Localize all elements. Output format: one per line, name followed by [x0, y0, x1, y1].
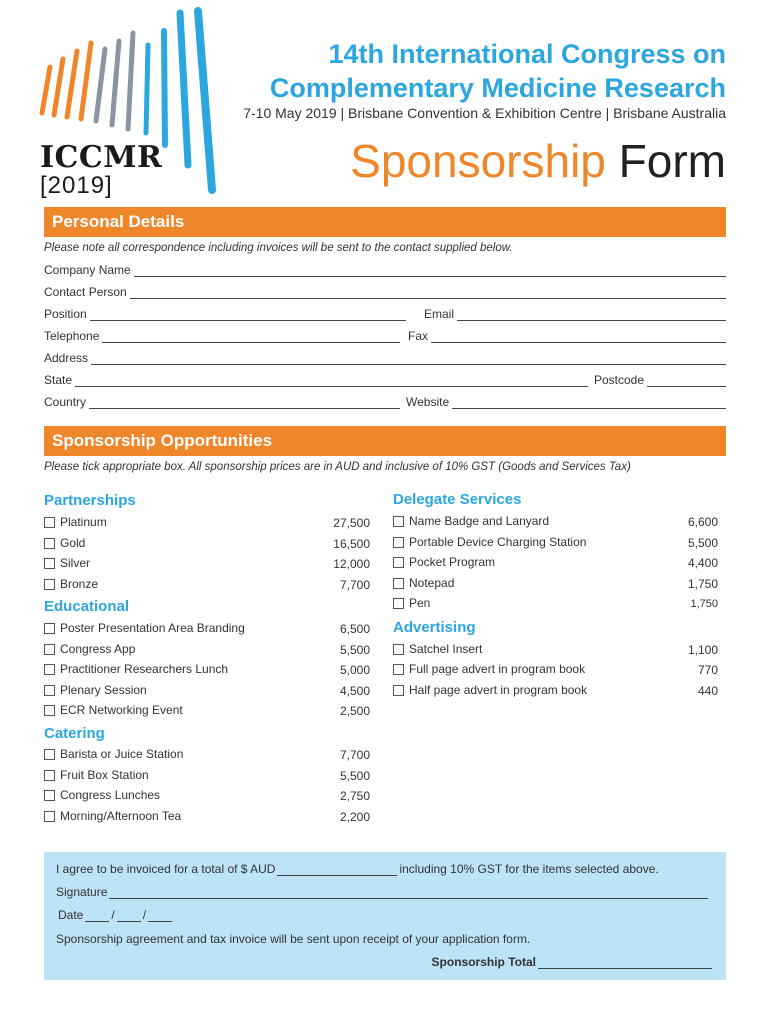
sponsorship-note: Please tick appropriate box. All sponsorship prices are in AUD and inclusive of 10% GST (Goods and Services Tax): [44, 461, 631, 473]
item-price: 6,500: [339, 622, 370, 636]
item-price: 4,400: [687, 556, 718, 570]
contact-person-field[interactable]: [44, 285, 726, 299]
website-field[interactable]: [406, 395, 726, 409]
item-price: 7,700: [339, 748, 370, 762]
item-price: 1,100: [687, 643, 718, 657]
checkbox-ecr-networking[interactable]: [44, 705, 55, 716]
item-price: 770: [697, 663, 718, 677]
item-label: Bronze: [60, 577, 99, 591]
fax-line[interactable]: [431, 331, 726, 343]
sponsorship-total-line[interactable]: [538, 957, 712, 969]
list-item[interactable]: [393, 682, 587, 698]
item-price: 27,500: [333, 516, 370, 530]
item-price: 6,600: [687, 515, 718, 529]
title-line-1: 14th International Congress on: [328, 39, 726, 69]
checkbox-congress-app[interactable]: [44, 644, 55, 655]
item-label: Fruit Box Station: [60, 768, 149, 782]
list-item[interactable]: [44, 576, 98, 592]
item-label: Congress App: [60, 642, 136, 656]
checkbox-gold[interactable]: [44, 538, 55, 549]
checkbox-fruit-box[interactable]: [44, 770, 55, 781]
item-label: Poster Presentation Area Branding: [60, 621, 245, 635]
agreement-text-a: I agree to be invoiced for a total of $ AUD: [56, 862, 276, 876]
checkbox-bronze[interactable]: [44, 579, 55, 590]
list-item[interactable]: [393, 554, 495, 570]
checkbox-platinum[interactable]: [44, 517, 55, 528]
list-item[interactable]: [44, 808, 181, 824]
item-label: Pocket Program: [409, 555, 496, 569]
company-name-field[interactable]: [44, 263, 726, 277]
state-line[interactable]: [75, 375, 588, 387]
form-title-sponsorship: Sponsorship: [350, 135, 606, 187]
date-slash-2: /: [142, 908, 147, 922]
list-item[interactable]: [44, 746, 183, 762]
postcode-label: Postcode: [594, 373, 645, 387]
signature-line[interactable]: [109, 887, 708, 899]
item-price: 16,500: [333, 537, 370, 551]
aud-total-line[interactable]: [277, 864, 397, 876]
address-field[interactable]: [44, 351, 726, 365]
list-item[interactable]: [393, 641, 482, 657]
position-line[interactable]: [90, 309, 406, 321]
company-name-label: Company Name: [44, 263, 131, 277]
checkbox-barista-station[interactable]: [44, 749, 55, 760]
date-year-line[interactable]: [148, 910, 172, 922]
sponsorship-heading: Sponsorship Opportunities: [44, 426, 726, 456]
item-price: 5,500: [339, 643, 370, 657]
item-label: Notepad: [409, 576, 455, 590]
sponsorship-total-label: Sponsorship Total: [431, 955, 536, 969]
form-title: [350, 132, 726, 190]
date-month-line[interactable]: [117, 910, 141, 922]
telephone-field[interactable]: [44, 329, 400, 343]
item-label: Satchel Insert: [409, 642, 483, 656]
checkbox-plenary-session[interactable]: [44, 685, 55, 696]
item-price: 5,000: [339, 663, 370, 677]
contact-person-label: Contact Person: [44, 285, 127, 299]
checkbox-notepad[interactable]: [393, 578, 404, 589]
item-label: Pen: [409, 596, 431, 610]
logo-name: ICCMR: [40, 140, 163, 175]
postcode-line[interactable]: [647, 375, 726, 387]
country-line[interactable]: [89, 397, 400, 409]
agreement-box: [44, 852, 726, 980]
checkbox-pen[interactable]: [393, 598, 404, 609]
list-item[interactable]: [44, 767, 149, 783]
date-slash-1: /: [111, 908, 115, 922]
item-label: Barista or Juice Station: [60, 747, 184, 761]
address-label: Address: [44, 351, 89, 365]
checkbox-charging-station[interactable]: [393, 537, 404, 548]
checkbox-name-badge[interactable]: [393, 516, 404, 527]
item-price: 5,500: [687, 536, 718, 550]
advertising-heading: Advertising: [393, 619, 476, 636]
event-details: 7-10 May 2019 | Brisbane Convention & Exhibition Centre | Brisbane Australia: [243, 105, 726, 121]
item-label: Practitioner Researchers Lunch: [60, 662, 229, 676]
list-item[interactable]: [44, 661, 228, 677]
item-label: Morning/Afternoon Tea: [60, 809, 182, 823]
checkbox-full-page-advert[interactable]: [393, 664, 404, 675]
list-item[interactable]: [393, 595, 430, 611]
signature-label: Signature: [56, 885, 108, 899]
logo-year: [2019]: [40, 172, 113, 199]
list-item[interactable]: [44, 641, 135, 657]
agreement-text-b: including 10% GST for the items selected above.: [399, 862, 659, 876]
fax-field[interactable]: [408, 329, 726, 343]
country-label: Country: [44, 395, 87, 409]
catering-heading: Catering: [44, 725, 105, 742]
form-title-form: Form: [618, 135, 726, 187]
postcode-field[interactable]: [594, 373, 726, 387]
state-field[interactable]: [44, 373, 588, 387]
delegate-services-heading: Delegate Services: [393, 491, 522, 508]
list-item[interactable]: [393, 513, 549, 529]
item-label: Congress Lunches: [60, 788, 161, 802]
position-label: Position: [44, 307, 87, 321]
signature-row: [56, 885, 710, 899]
agreement-note: Sponsorship agreement and tax invoice will be sent upon receipt of your application form.: [56, 932, 531, 946]
item-price: 5,500: [339, 769, 370, 783]
item-price: 1,750: [687, 577, 718, 591]
congress-title: [270, 37, 726, 105]
item-label: Full page advert in program book: [409, 662, 586, 676]
telephone-label: Telephone: [44, 329, 100, 343]
list-item[interactable]: [44, 535, 85, 551]
sponsorship-total-row: [432, 955, 714, 969]
checkbox-half-page-advert[interactable]: [393, 685, 404, 696]
item-label: Silver: [60, 556, 91, 570]
website-label: Website: [406, 395, 450, 409]
item-price: 440: [697, 684, 718, 698]
checkbox-morning-tea[interactable]: [44, 811, 55, 822]
list-item[interactable]: [44, 682, 147, 698]
personal-details-heading: Personal Details: [44, 207, 726, 237]
list-item[interactable]: [393, 575, 454, 591]
item-label: Platinum: [60, 515, 107, 529]
list-item[interactable]: [393, 534, 586, 550]
address-line[interactable]: [91, 353, 726, 365]
checkbox-pocket-program[interactable]: [393, 557, 404, 568]
state-label: State: [44, 373, 73, 387]
website-line[interactable]: [452, 397, 726, 409]
partnerships-heading: Partnerships: [44, 492, 136, 509]
item-price: 7,700: [339, 578, 370, 592]
list-item[interactable]: [44, 620, 245, 636]
checkbox-congress-lunches[interactable]: [44, 790, 55, 801]
list-item[interactable]: [44, 555, 90, 571]
checkbox-poster-branding[interactable]: [44, 623, 55, 634]
date-row: [58, 908, 174, 922]
company-name-line[interactable]: [134, 265, 726, 277]
date-label: Date: [58, 908, 84, 922]
email-line[interactable]: [457, 309, 726, 321]
item-price: 2,750: [339, 789, 370, 803]
checkbox-silver[interactable]: [44, 558, 55, 569]
educational-heading: Educational: [44, 598, 130, 615]
item-label: Plenary Session: [60, 683, 147, 697]
checkbox-satchel-insert[interactable]: [393, 644, 404, 655]
list-item[interactable]: [44, 702, 183, 718]
item-label: Gold: [60, 536, 86, 550]
item-price: 12,000: [333, 557, 370, 571]
item-label: Half page advert in program book: [409, 683, 588, 697]
fax-label: Fax: [408, 329, 429, 343]
item-label: ECR Networking Event: [60, 703, 183, 717]
email-field[interactable]: [424, 307, 726, 321]
checkbox-practitioner-lunch[interactable]: [44, 664, 55, 675]
position-field[interactable]: [44, 307, 406, 321]
list-item[interactable]: [44, 514, 107, 530]
item-price: 2,500: [339, 704, 370, 718]
date-day-line[interactable]: [85, 910, 109, 922]
item-label: Name Badge and Lanyard: [409, 514, 550, 528]
list-item[interactable]: [393, 661, 585, 677]
telephone-line[interactable]: [102, 331, 400, 343]
title-line-2: Complementary Medicine Research: [269, 73, 726, 103]
invoice-agreement-row: [56, 862, 659, 876]
personal-details-note: Please note all correspondence including invoices will be sent to the contact supplied below.: [44, 242, 513, 254]
item-price: 2,200: [339, 810, 370, 824]
contact-person-line[interactable]: [130, 287, 726, 299]
email-label: Email: [424, 307, 455, 321]
item-label: Portable Device Charging Station: [409, 535, 587, 549]
country-field[interactable]: [44, 395, 400, 409]
list-item[interactable]: [44, 787, 160, 803]
item-price: 1,750: [690, 598, 718, 610]
item-price: 4,500: [339, 684, 370, 698]
